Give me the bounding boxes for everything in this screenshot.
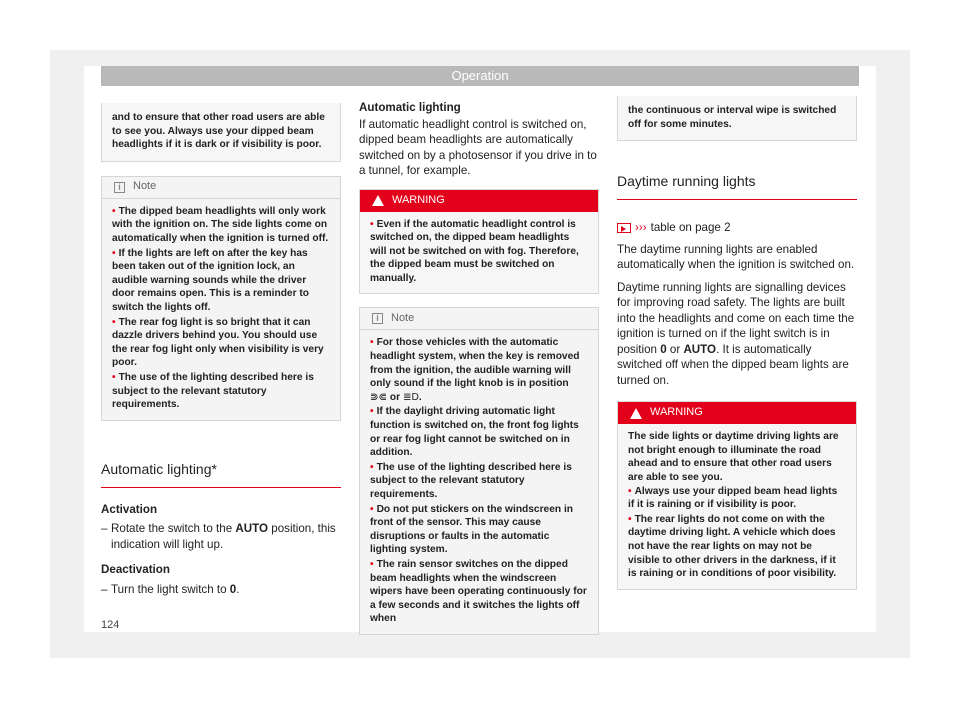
warning-label: WARNING bbox=[650, 406, 703, 419]
note-header bbox=[102, 177, 340, 199]
note-item: • The rear fog light is so bright that it can dazzle drivers behind you. You should use the rear fog light only when visibility is very poor. bbox=[112, 316, 324, 369]
column-2 bbox=[359, 100, 599, 635]
intro-block bbox=[359, 100, 599, 179]
warning-item: • Even if the automatic headlight control is switched on, the dipped beam headlights will not be switched on with fog. Therefore, the dipped beam must be switched on manually. bbox=[370, 218, 579, 284]
warning-label: WARNING bbox=[392, 193, 445, 206]
paragraph: The daytime running lights are enabled automatically when the ignition is switched on. bbox=[617, 242, 855, 272]
note-item: • The rain sensor switches on the dipped beam headlights when the windscreen wipers have been operating continuously for a few seconds and it switches the lights off when bbox=[370, 558, 587, 625]
note-body bbox=[360, 330, 598, 633]
note-continuation: the continuous or interval wipe is switched off for some minutes. bbox=[617, 96, 857, 141]
warning-header bbox=[360, 190, 598, 212]
activation-label: Activation bbox=[101, 502, 158, 516]
page-number: 124 bbox=[101, 619, 120, 631]
note-item: • For those vehicles with the automatic headlight system, when the key is removed from the ignition, the audible warning will only sound if the light knob is in position ⋑⋐ or ≣D. bbox=[370, 337, 580, 403]
note-item: • If the daylight driving automatic light function is switched on, the front fog lights or rear fog light cannot be switched on in addition. bbox=[370, 406, 579, 459]
auto-symbol: AUTO bbox=[683, 342, 717, 356]
warning-icon bbox=[630, 408, 642, 419]
warning-box bbox=[359, 189, 599, 295]
info-icon: i bbox=[114, 182, 125, 193]
zero-symbol: 0 bbox=[229, 582, 237, 596]
warning-item: • Always use your dipped beam head lights if it is raining or if visibility is poor. bbox=[628, 485, 838, 511]
paragraph: Daytime running lights are signalling devices for improving road safety. The lights are built into the headlights and come on each time the ignition is turned on if the light switch is in position 0 or AUTO. It is automatically switched off when the dipped beam lights are turned on. bbox=[617, 280, 855, 387]
activation-step: – Rotate the switch to the AUTO position, this indication will light up. bbox=[101, 522, 336, 551]
activation-block bbox=[101, 502, 341, 598]
warning-continuation: and to ensure that other road users are able to see you. Always use your dipped beam headlights if it is dark or if visibility is poor. bbox=[101, 103, 341, 162]
side-light-icon: ⋑⋐ bbox=[370, 391, 388, 403]
cross-reference: ››› table on page 2 bbox=[617, 220, 857, 236]
daytime-text bbox=[617, 220, 857, 388]
zero-symbol: 0 bbox=[660, 342, 667, 356]
info-icon: i bbox=[372, 313, 383, 324]
auto-symbol: AUTO bbox=[235, 522, 269, 536]
column-3 bbox=[617, 96, 857, 590]
column-1 bbox=[101, 96, 341, 597]
warning-body bbox=[618, 424, 856, 589]
deactivation-label: Deactivation bbox=[101, 563, 170, 577]
warning-header bbox=[618, 402, 856, 424]
warning-item: • The rear lights do not come on with the daytime driving light. A vehicle which does not have the rear lights on may not be visible to other drivers in the darkness, if it is raining or in conditions of poor visibility. bbox=[628, 513, 837, 580]
note-item: • The use of the lighting described here is subject to the relevant statutory requirements. bbox=[370, 461, 572, 500]
note-item: • Do not put stickers on the windscreen in front of the sensor. This may cause disruptions or faults in the automatic lighting system. bbox=[370, 503, 573, 556]
note-box bbox=[101, 176, 341, 421]
note-item: • If the lights are left on after the key has been taken out of the ignition lock, an audible warning sounds while the driver door remains open. This is a reminder to switch the lights off. bbox=[112, 247, 309, 313]
dipped-beam-icon: ≣D bbox=[402, 391, 419, 403]
warning-box bbox=[617, 401, 857, 590]
note-label: Note bbox=[133, 180, 157, 193]
note-label: Note bbox=[391, 312, 415, 325]
warning-icon bbox=[372, 195, 384, 206]
note-header bbox=[360, 308, 598, 330]
section-title: Daytime running lights bbox=[617, 173, 857, 200]
deactivation-step: – Turn the light switch to 0. bbox=[101, 582, 240, 596]
section-title: Automatic lighting* bbox=[101, 461, 341, 488]
page-header: Operation bbox=[101, 66, 859, 86]
note-body bbox=[102, 199, 340, 420]
warning-intro: The side lights or daytime driving lights are not bright enough to illuminate the road ahead and to ensure that other road users are able to see you. bbox=[628, 431, 839, 483]
note-item: • The use of the lighting described here is subject to the relevant statutory requirements. bbox=[112, 371, 314, 411]
reference-icon bbox=[617, 223, 631, 233]
note-box bbox=[359, 307, 599, 634]
note-item: • The dipped beam headlights will only work with the ignition on. The side lights come on automatically when the ignition is turned off. bbox=[112, 205, 329, 244]
intro-text: If automatic headlight control is switched on, dipped beam headlights are automatically switched on by a photosensor if you drive in to a tunnel, for example. bbox=[359, 117, 597, 177]
subheading: Automatic lighting bbox=[359, 101, 461, 114]
warning-body bbox=[360, 212, 598, 294]
